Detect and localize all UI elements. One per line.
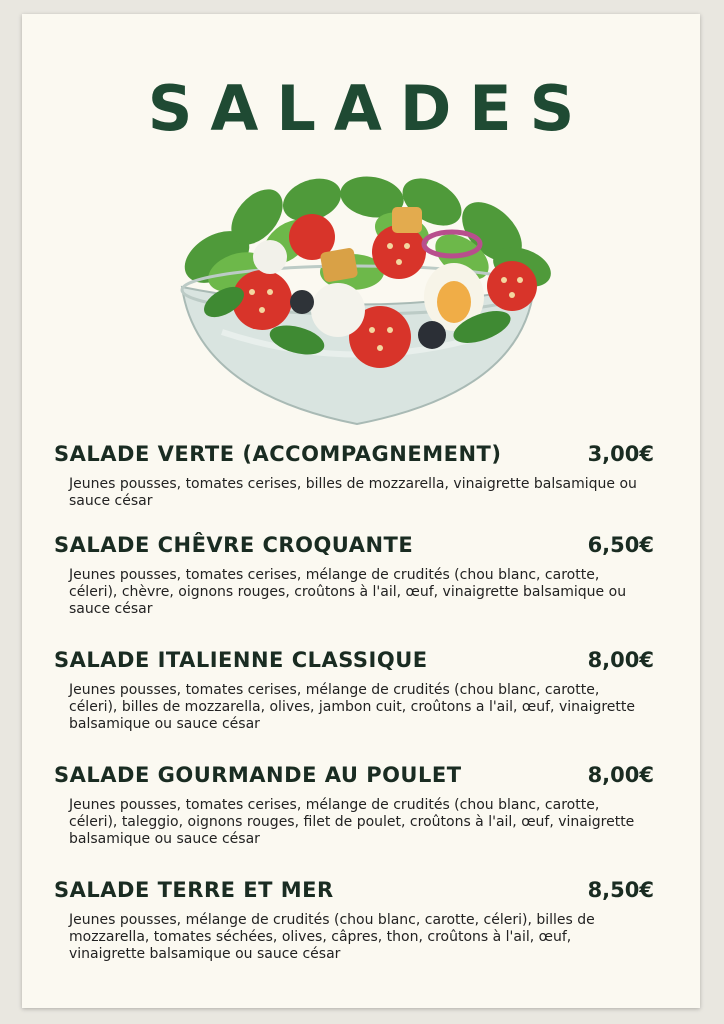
- item-price: 8,00€: [587, 763, 654, 787]
- item-name: SALADE CHÊVRE CROQUANTE: [54, 533, 414, 557]
- item-description: Jeunes pousses, tomates cerises, mélange de crudités (chou blanc, carotte, céleri), taleggio, oignons rouges, filet de poulet, croûtons à l'ail, œuf, vinaigrette balsamique ou sauce césar: [69, 797, 635, 847]
- item-name: SALADE VERTE (ACCOMPAGNEMENT): [54, 442, 502, 466]
- item-price: 6,50€: [587, 533, 654, 557]
- salad-bowl-image: [162, 162, 552, 437]
- item-name: SALADE GOURMANDE AU POULET: [54, 763, 462, 787]
- salad-bowl-illustration: [162, 162, 552, 437]
- item-price: 3,00€: [587, 442, 654, 466]
- item-description: Jeunes pousses, tomates cerises, mélange de crudités (chou blanc, carotte, céleri), billes de mozzarella, olives, jambon cuit, croûtons a l'ail, œuf, vinaigrette balsamique ou sauce césar: [69, 682, 636, 732]
- item-name: SALADE ITALIENNE CLASSIQUE: [54, 648, 428, 672]
- item-description: Jeunes pousses, tomates cerises, billes de mozzarella, vinaigrette balsamique ou sauce césar: [69, 476, 637, 509]
- item-price: 8,00€: [587, 648, 654, 672]
- menu-page: [22, 14, 700, 1008]
- menu-title: SALADES: [147, 72, 593, 145]
- item-description: Jeunes pousses, tomates cerises, mélange de crudités (chou blanc, carotte, céleri), chèvre, oignons rouges, croûtons à l'ail, œuf, vinaigrette balsamique ou sauce césar: [69, 567, 627, 617]
- item-price: 8,50€: [587, 878, 654, 902]
- item-name: SALADE TERRE ET MER: [54, 878, 334, 902]
- item-description: Jeunes pousses, mélange de crudités (chou blanc, carotte, céleri), billes de mozzarella, tomates séchées, olives, câpres, thon, croûtons à l'ail, œuf, vinaigrette balsamique ou sauce césar: [69, 912, 595, 962]
